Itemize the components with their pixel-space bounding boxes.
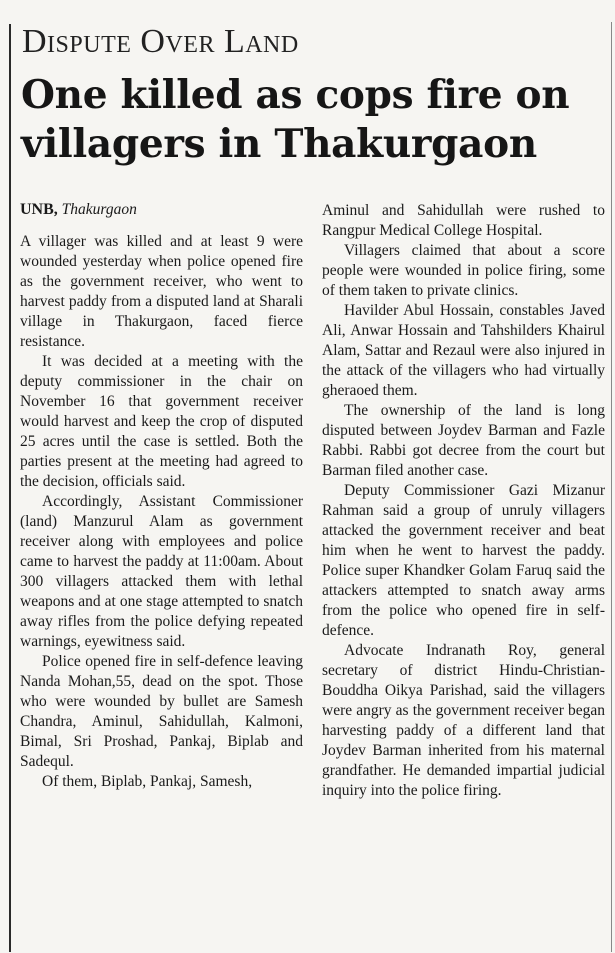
- paragraph: It was decided at a meeting with the deputy commissioner in the chair on November 16 that government receiver would harvest and keep the crop of disputed 25 acres until the case is settled. Both the parties present at the meeting had agreed to the decision, officials said.: [20, 353, 303, 490]
- paragraph: The ownership of the land is long disputed between Joydev Barman and Fazle Rabbi. Rabbi got decree from the court but Barman filed another case.: [322, 402, 605, 479]
- byline-place: Thakurgaon: [61, 201, 137, 218]
- paragraph: Havilder Abul Hossain, constables Javed Ali, Anwar Hossain and Tahshilders Khairul Alam, Sattar and Rezaul were also injured in the attack of the villagers who had virtually gheraoed them.: [322, 302, 605, 399]
- kicker: Dispute Over Land: [22, 23, 299, 60]
- paragraph: Aminul and Sahidullah were rushed to Rangpur Medical College Hospital.: [322, 202, 605, 239]
- byline-agency: UNB,: [20, 201, 58, 218]
- headline: One killed as cops fire on villagers in Thakurgaon: [21, 72, 570, 167]
- article-column-left: [20, 200, 303, 792]
- right-edge-rule: [611, 22, 612, 952]
- paragraph: Deputy Commissioner Gazi Mizanur Rahman said a group of unruly villagers attacked the government receiver and beat him when he went to harvest the paddy. Police super Khandker Golam Faruq said the attackers attempted to snatch away arms from the police who opened fire in self-defence.: [322, 482, 605, 639]
- paragraph: Accordingly, Assistant Commissioner (land) Manzurul Alam as government receiver along with employees and police came to harvest the paddy at 11:00am. About 300 villagers attacked them with lethal weapons and at one stage attempted to snatch away rifles from the police defying repeated warnings, eyewitness said.: [20, 493, 303, 650]
- paragraph: Of them, Biplab, Pankaj, Samesh,: [42, 773, 253, 790]
- paragraph: A villager was killed and at least 9 were wounded yesterday when police opened fire as the government receiver, who went to harvest paddy from a disputed land at Sharali village in Thakurgaon, faced fierce resistance.: [20, 233, 303, 350]
- article-column-right: [322, 201, 605, 801]
- paragraph: Police opened fire in self-defence leaving Nanda Mohan,55, dead on the spot. Those who were wounded by bullet are Samesh Chandra, Aminul, Sahidullah, Kalmoni, Bimal, Sri Proshad, Pankaj, Biplab and Sadequl.: [20, 653, 303, 770]
- left-column-rule: [9, 24, 11, 952]
- paragraph: Villagers claimed that about a score people were wounded in police firing, some of them taken to private clinics.: [322, 242, 605, 299]
- paragraph: Advocate Indranath Roy, general secretary of district Hindu-Christian-Bouddha Oikya Parishad, said the villagers were angry as the government receiver began harvesting paddy of a different land that Joydev Barman inherited from his maternal grandfather. He demanded impartial judicial inquiry into the police firing.: [322, 642, 605, 799]
- byline: [20, 200, 303, 220]
